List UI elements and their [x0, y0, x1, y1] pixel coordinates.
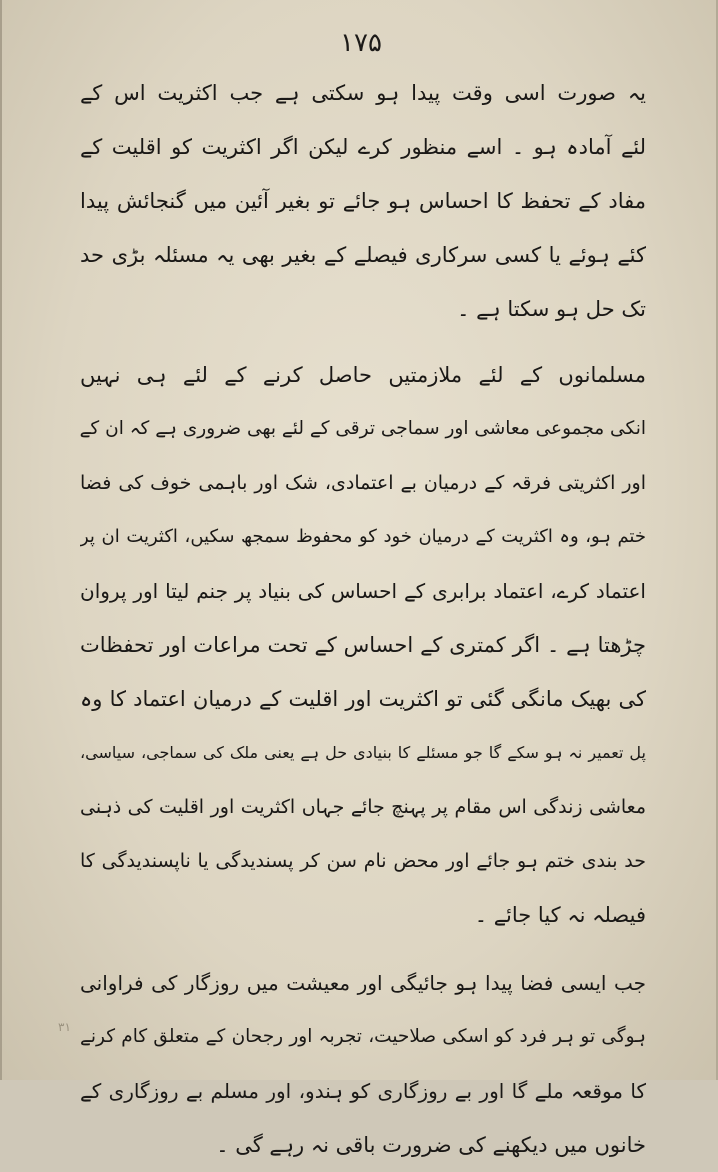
body-text: [80, 66, 646, 1172]
paragraph: [80, 66, 646, 336]
text-line: خانوں میں دیکھنے کی ضرورت باقی نہ رہے گی ۔: [216, 1133, 646, 1157]
text-line: اور اکثریتی فرقہ کے درمیان بے اعتمادی، شک اور باہمی خوف کی فضا: [80, 472, 646, 494]
text-line: لئے آمادہ ہو ۔ اسے منظور کرے لیکن اگر اکثریت کو اقلیت کے: [80, 135, 646, 159]
footer-mark: ٣١: [58, 1020, 71, 1034]
text-line: انکی مجموعی معاشی اور سماجی ترقی کے لئے بھی ضروری ہے کہ ان کے: [80, 418, 646, 439]
text-line: حد بندی ختم ہو جائے اور محض نام سن کر پسندیدگی یا ناپسندیدگی کا: [80, 850, 646, 872]
text-line: جب ایسی فضا پیدا ہو جائیگی اور معیشت میں روزگار کی فراوانی: [80, 971, 646, 995]
text-line: فیصلہ نہ کیا جائے ۔: [474, 903, 646, 927]
text-line: مفاد کے تحفظ کا احساس ہو جائے تو بغیر آئین میں گنجائش پیدا: [80, 189, 646, 213]
paragraph: [80, 956, 646, 1172]
text-line: مسلمانوں کے لئے ملازمتیں حاصل کرنے کے لئے ہی نہیں: [80, 363, 646, 387]
page-number: ۱۷۵: [340, 28, 382, 58]
text-line: کئے ہوئے یا کسی سرکاری فیصلے کے بغیر بھی یہ مسئلہ بڑی حد: [80, 243, 646, 267]
text-line: تک حل ہو سکتا ہے ۔: [457, 297, 646, 321]
text-line: کی بھیک مانگی گئی تو اکثریت اور اقلیت کے درمیان اعتماد کا وہ: [80, 687, 646, 711]
text-line: پل تعمیر نہ ہو سکے گا جو مسئلے کا بنیادی حل ہے یعنی ملک کی سماجی، سیاسی،: [80, 743, 646, 762]
text-line: معاشی زندگی اس مقام پر پہنچ جائے جہاں اکثریت اور اقلیت کی ذہنی: [80, 796, 646, 818]
paragraph: [80, 348, 646, 942]
text-line: یہ صورت اسی وقت پیدا ہو سکتی ہے جب اکثریت اس کے: [80, 81, 646, 105]
text-line: کا موقعہ ملے گا اور بے روزگاری کو ہندو، اور مسلم بے روزگاری کے: [80, 1079, 646, 1103]
text-line: چڑھتا ہے ۔ اگر کمتری کے احساس کے تحت مراعات اور تحفظات: [80, 633, 646, 657]
text-line: ختم ہو، وہ اکثریت کے درمیان خود کو محفوظ سمجھ سکیں، اکثریت ان پر: [80, 526, 646, 547]
text-line: ہوگی تو ہر فرد کو اسکی صلاحیت، تجربہ اور رجحان کے متعلق کام کرنے: [80, 1026, 646, 1047]
text-line: اعتماد کرے، اعتماد برابری کے احساس کی بنیاد پر جنم لیتا اور پروان: [80, 579, 646, 603]
